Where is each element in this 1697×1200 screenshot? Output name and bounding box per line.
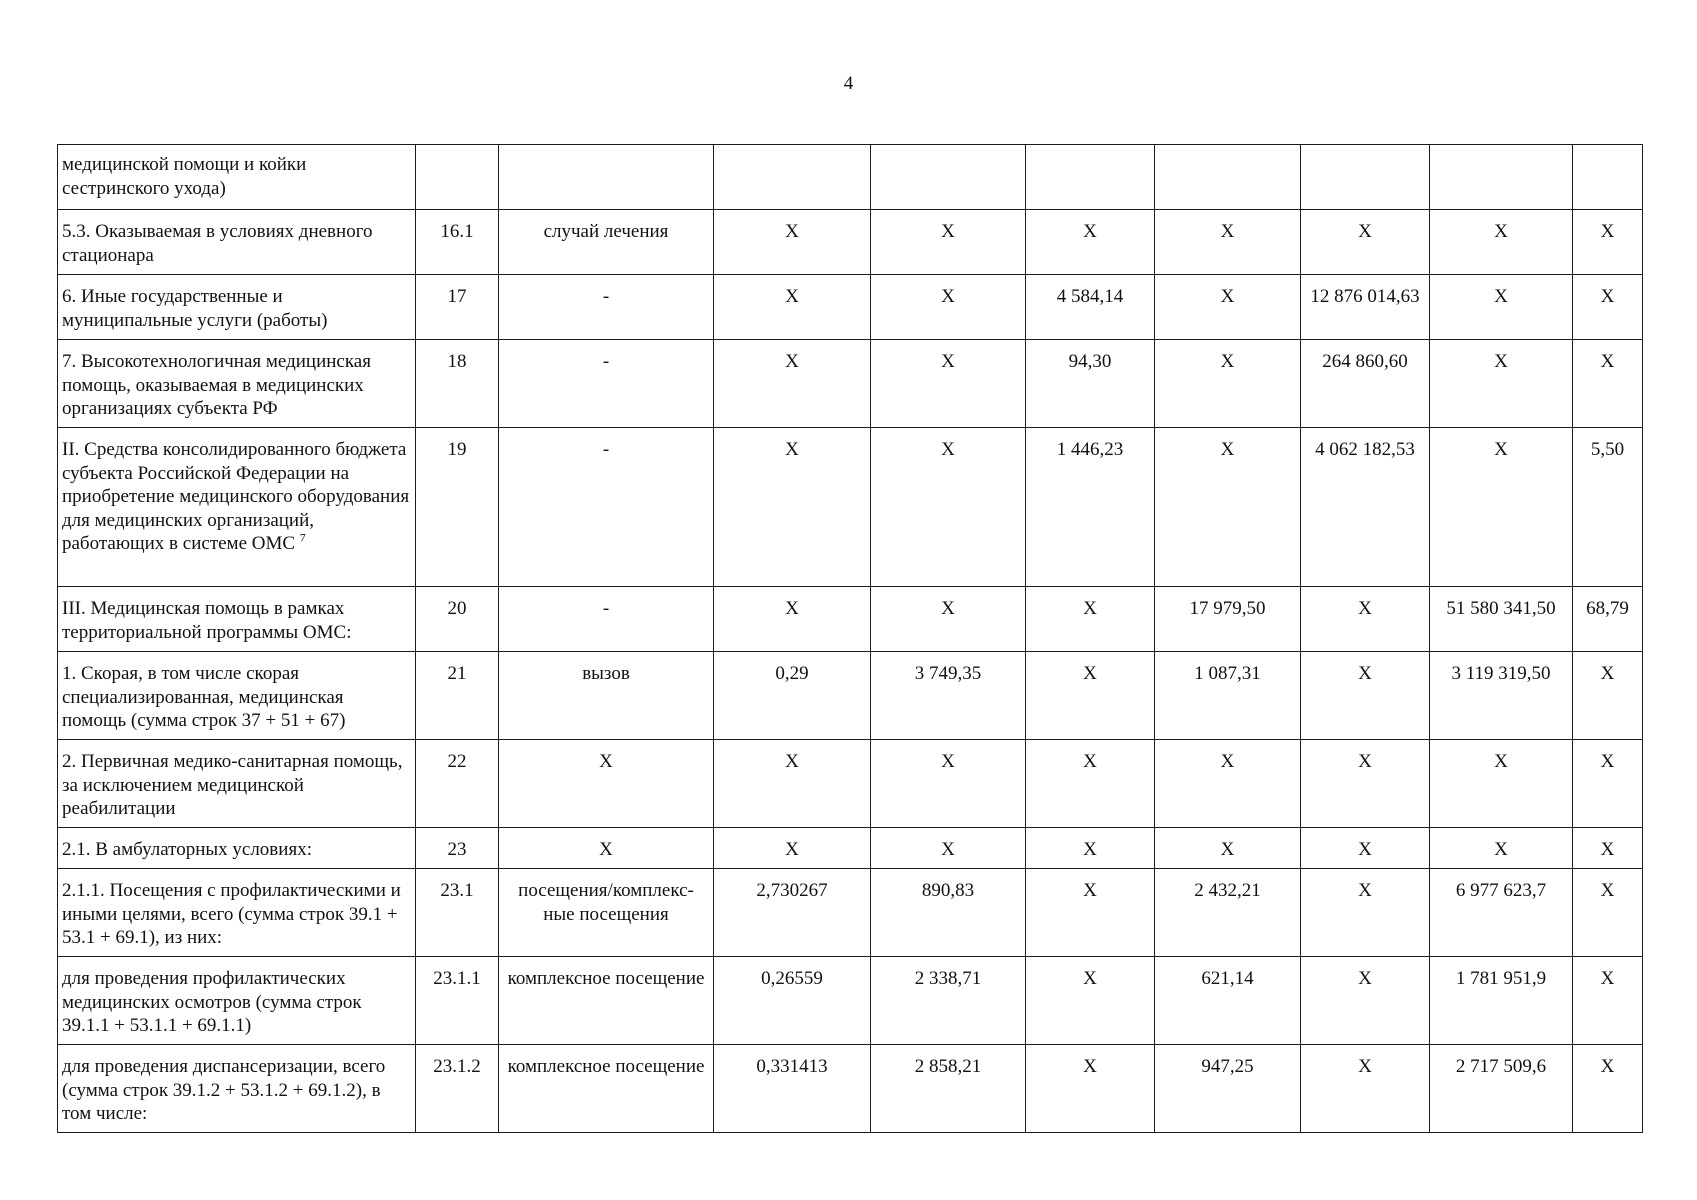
cell-line-number: [416, 210, 499, 275]
cell-percent-text: X: [1600, 221, 1615, 242]
cell-cost-budget: [1301, 587, 1430, 652]
cell-per-capita-budget-text: X: [1083, 880, 1097, 901]
cell-volume-norm: [714, 340, 871, 428]
cell-cost-oms: [1430, 869, 1573, 957]
cell-percent: [1573, 740, 1643, 828]
footnote-marker: 7: [299, 530, 306, 545]
cell-name-text: для проведения профилактических медицинских осмотров (сумма строк 39.1.1 + 53.1.1 + 69.1.1): [62, 968, 362, 1036]
cell-per-capita-budget-text: X: [1083, 968, 1097, 989]
cell-cost-norm: [871, 275, 1026, 340]
cell-percent-text: 5,50: [1590, 439, 1625, 460]
cell-volume-norm-text: 2,730267: [756, 880, 828, 901]
cell-cost-oms-text: X: [1494, 439, 1508, 460]
cell-unit-text: комплексное посещение: [507, 1056, 705, 1077]
cell-cost-oms-text: X: [1494, 751, 1508, 772]
cell-cost-norm: [871, 957, 1026, 1045]
cell-cost-norm-text: X: [941, 439, 955, 460]
cell-cost-norm: [871, 210, 1026, 275]
cell-per-capita-oms-text: 17 979,50: [1189, 598, 1266, 619]
cell-unit-text: случай лечения: [543, 221, 669, 242]
cell-name: [58, 957, 416, 1045]
cell-line-number: [416, 957, 499, 1045]
cell-percent: [1573, 1045, 1643, 1133]
cell-cost-norm-text: 2 858,21: [914, 1056, 982, 1077]
cell-cost-oms: [1430, 428, 1573, 587]
table-row: [58, 869, 1643, 957]
cell-cost-norm: [871, 869, 1026, 957]
cell-per-capita-budget-text: 94,30: [1068, 351, 1112, 372]
cell-unit-text: -: [602, 351, 610, 372]
cell-line-number-text: 16.1: [440, 221, 474, 242]
cell-per-capita-oms: [1155, 1045, 1301, 1133]
cell-cost-norm: [871, 145, 1026, 210]
table-row: [58, 428, 1643, 587]
cell-line-number-text: 18: [447, 351, 467, 372]
cell-line-number-text: 21: [447, 663, 467, 684]
cell-volume-norm: [714, 957, 871, 1045]
cell-unit-text: вызов: [582, 663, 630, 684]
cell-name: [58, 145, 416, 210]
cell-line-number-text: 20: [447, 598, 467, 619]
table-row: [58, 145, 1643, 210]
cell-volume-norm-text: 0,26559: [761, 968, 823, 989]
cell-volume-norm: [714, 428, 871, 587]
cell-volume-norm-text: X: [785, 839, 799, 860]
cell-per-capita-budget-text: X: [1083, 839, 1097, 860]
cell-per-capita-oms: [1155, 869, 1301, 957]
cell-name-text: 2.1. В амбулаторных условиях:: [62, 839, 312, 860]
cell-unit-text: -: [602, 286, 610, 307]
cell-per-capita-budget: [1026, 652, 1155, 740]
cell-per-capita-oms-text: X: [1220, 439, 1235, 460]
cell-line-number-text: 23.1: [440, 880, 474, 901]
cell-per-capita-oms: [1155, 428, 1301, 587]
cell-cost-oms: [1430, 740, 1573, 828]
cell-cost-budget: [1301, 428, 1430, 587]
cell-unit: [499, 428, 714, 587]
cell-percent-text: X: [1600, 880, 1615, 901]
cell-percent-text: X: [1600, 968, 1615, 989]
cell-name: [58, 275, 416, 340]
cell-volume-norm-text: 0,331413: [756, 1056, 828, 1077]
cell-cost-budget: [1301, 828, 1430, 869]
cell-line-number-text: 23.1.2: [433, 1056, 481, 1077]
cell-cost-budget: [1301, 340, 1430, 428]
cell-volume-norm-text: X: [785, 351, 799, 372]
cell-line-number: [416, 275, 499, 340]
cell-unit: [499, 1045, 714, 1133]
cell-unit: [499, 652, 714, 740]
cell-cost-budget: [1301, 145, 1430, 210]
cell-per-capita-oms-text: X: [1220, 751, 1235, 772]
cell-unit: [499, 145, 714, 210]
cell-unit-text: X: [599, 839, 613, 860]
cell-cost-budget-text: X: [1358, 839, 1372, 860]
cell-cost-norm: [871, 340, 1026, 428]
cell-cost-norm-text: X: [941, 839, 955, 860]
table-row: [58, 587, 1643, 652]
cell-cost-oms-text: X: [1494, 221, 1508, 242]
cell-cost-oms: [1430, 1045, 1573, 1133]
cell-cost-oms-text: X: [1494, 351, 1508, 372]
cell-cost-budget-text: 4 062 182,53: [1315, 439, 1415, 460]
cell-per-capita-oms: [1155, 587, 1301, 652]
cell-unit: [499, 210, 714, 275]
cell-unit: [499, 869, 714, 957]
cell-volume-norm: [714, 1045, 871, 1133]
cell-percent: [1573, 652, 1643, 740]
table-row: [58, 340, 1643, 428]
cell-cost-oms: [1430, 652, 1573, 740]
cell-cost-budget: [1301, 740, 1430, 828]
cell-per-capita-oms: [1155, 145, 1301, 210]
cell-cost-norm: [871, 740, 1026, 828]
data-table: [57, 144, 1643, 1133]
cell-per-capita-oms: [1155, 957, 1301, 1045]
cell-per-capita-budget: [1026, 428, 1155, 587]
cell-per-capita-budget: [1026, 587, 1155, 652]
cell-name: [58, 587, 416, 652]
cell-cost-norm-text: X: [941, 751, 955, 772]
cell-percent-text: 68,79: [1586, 598, 1629, 619]
cell-volume-norm: [714, 275, 871, 340]
cell-volume-norm-text: X: [785, 221, 799, 242]
cell-cost-budget-text: X: [1358, 880, 1372, 901]
table-row: [58, 275, 1643, 340]
cell-volume-norm: [714, 210, 871, 275]
cell-line-number: [416, 1045, 499, 1133]
cell-name: [58, 210, 416, 275]
cell-per-capita-oms-text: 621,14: [1201, 968, 1254, 989]
cell-per-capita-budget: [1026, 340, 1155, 428]
cell-cost-budget-text: X: [1358, 221, 1372, 242]
cell-cost-oms-text: 2 717 509,6: [1455, 1056, 1547, 1077]
cell-unit: [499, 275, 714, 340]
cell-per-capita-budget-text: X: [1083, 663, 1097, 684]
cell-volume-norm: [714, 652, 871, 740]
cell-name-text: III. Медицинская помощь в рамках территориальной программы ОМС:: [62, 598, 352, 643]
cell-name: [58, 428, 416, 587]
cell-cost-oms: [1430, 957, 1573, 1045]
cell-line-number-text: 23.1.1: [433, 968, 481, 989]
cell-per-capita-oms-text: X: [1220, 839, 1235, 860]
cell-cost-oms: [1430, 145, 1573, 210]
cell-percent: [1573, 145, 1643, 210]
cell-line-number: [416, 828, 499, 869]
cell-per-capita-oms: [1155, 652, 1301, 740]
cell-cost-budget: [1301, 652, 1430, 740]
cell-percent-text: X: [1600, 351, 1615, 372]
cell-cost-norm-text: X: [941, 351, 955, 372]
table-row: [58, 957, 1643, 1045]
cell-per-capita-budget-text: X: [1083, 598, 1097, 619]
cell-unit-text: посещения/комплекс-ные посещения: [518, 880, 694, 925]
cell-per-capita-oms-text: X: [1220, 351, 1235, 372]
cell-per-capita-budget: [1026, 145, 1155, 210]
cell-name: [58, 869, 416, 957]
table-body: [58, 145, 1643, 1133]
cell-per-capita-budget: [1026, 828, 1155, 869]
cell-percent: [1573, 869, 1643, 957]
cell-per-capita-oms: [1155, 828, 1301, 869]
cell-cost-norm-text: X: [941, 598, 955, 619]
cell-volume-norm: [714, 587, 871, 652]
cell-per-capita-oms: [1155, 740, 1301, 828]
cell-line-number-text: 23: [447, 839, 467, 860]
table-row: [58, 828, 1643, 869]
cell-percent: [1573, 587, 1643, 652]
cell-volume-norm: [714, 740, 871, 828]
cell-cost-oms-text: X: [1494, 839, 1508, 860]
cell-cost-norm: [871, 1045, 1026, 1133]
table-row: [58, 210, 1643, 275]
cell-cost-budget-text: X: [1358, 1056, 1372, 1077]
cell-unit: [499, 828, 714, 869]
cell-per-capita-budget-text: 1 446,23: [1056, 439, 1124, 460]
cell-cost-budget: [1301, 957, 1430, 1045]
cell-cost-norm: [871, 428, 1026, 587]
cell-volume-norm: [714, 828, 871, 869]
cell-per-capita-budget: [1026, 1045, 1155, 1133]
cell-unit: [499, 587, 714, 652]
cell-cost-oms: [1430, 828, 1573, 869]
cell-per-capita-budget: [1026, 869, 1155, 957]
cell-per-capita-oms-text: X: [1220, 221, 1235, 242]
cell-cost-norm-text: 2 338,71: [914, 968, 982, 989]
cell-percent: [1573, 957, 1643, 1045]
cell-line-number: [416, 428, 499, 587]
cell-per-capita-budget-text: 4 584,14: [1056, 286, 1124, 307]
cell-cost-budget-text: X: [1358, 663, 1372, 684]
cell-cost-budget-text: X: [1358, 968, 1372, 989]
cell-line-number: [416, 340, 499, 428]
cell-unit: [499, 340, 714, 428]
cell-name-text: 2. Первичная медико-санитарная помощь, за исключением медицинской реабилитации: [62, 751, 403, 819]
cell-line-number: [416, 587, 499, 652]
cell-per-capita-oms-text: X: [1220, 286, 1235, 307]
cell-per-capita-budget-text: X: [1083, 751, 1097, 772]
cell-cost-budget: [1301, 869, 1430, 957]
page-number: 4: [843, 73, 854, 94]
cell-name-text: 6. Иные государственные и муниципальные услуги (работы): [62, 286, 328, 331]
cell-percent: [1573, 275, 1643, 340]
cell-name-text: II. Средства консолидированного бюджета субъекта Российской Федерации на приобретение медицинского оборудования для медицинских организаций, работающих в системе ОМС: [62, 439, 410, 554]
cell-volume-norm-text: X: [785, 286, 799, 307]
cell-cost-oms: [1430, 340, 1573, 428]
cell-cost-budget: [1301, 210, 1430, 275]
cell-name-text: 1. Скорая, в том числе скорая специализированная, медицинская помощь (сумма строк 37 + 51 + 67): [62, 663, 346, 731]
cell-name: [58, 740, 416, 828]
cell-line-number: [416, 652, 499, 740]
cell-name-text: 2.1.1. Посещения с профилактическими и иными целями, всего (сумма строк 39.1 + 53.1 + 69.1), из них:: [62, 880, 401, 948]
cell-cost-norm-text: 3 749,35: [914, 663, 982, 684]
cell-unit: [499, 740, 714, 828]
cell-name: [58, 652, 416, 740]
cell-unit-text: -: [602, 598, 610, 619]
cell-per-capita-oms-text: 2 432,21: [1194, 880, 1261, 901]
cell-per-capita-budget: [1026, 210, 1155, 275]
cell-cost-norm: [871, 828, 1026, 869]
cell-per-capita-budget: [1026, 275, 1155, 340]
cell-percent: [1573, 428, 1643, 587]
cell-volume-norm-text: X: [785, 439, 799, 460]
cell-volume-norm-text: X: [785, 598, 799, 619]
cell-volume-norm: [714, 145, 871, 210]
cell-volume-norm-text: 0,29: [775, 663, 809, 684]
cell-unit-text: X: [599, 751, 613, 772]
cell-per-capita-oms: [1155, 210, 1301, 275]
cell-cost-budget-text: X: [1358, 751, 1372, 772]
table-row: [58, 740, 1643, 828]
cell-cost-budget: [1301, 275, 1430, 340]
cell-cost-oms-text: 3 119 319,50: [1451, 663, 1551, 684]
cell-cost-budget-text: 12 876 014,63: [1310, 286, 1420, 307]
cell-percent: [1573, 828, 1643, 869]
cell-cost-norm-text: X: [941, 221, 955, 242]
cell-cost-oms: [1430, 275, 1573, 340]
cell-cost-oms: [1430, 210, 1573, 275]
cell-name-text: 7. Высокотехнологичная медицинская помощь, оказываемая в медицинских организациях субъекта РФ: [62, 351, 371, 419]
cell-unit-text: комплексное посещение: [507, 968, 705, 989]
cell-per-capita-oms-text: 947,25: [1201, 1056, 1254, 1077]
cell-unit: [499, 957, 714, 1045]
cell-cost-budget-text: X: [1358, 598, 1372, 619]
cell-percent-text: X: [1600, 751, 1615, 772]
table-row: [58, 1045, 1643, 1133]
cell-name: [58, 340, 416, 428]
cell-cost-oms-text: 6 977 623,7: [1455, 880, 1547, 901]
cell-percent: [1573, 210, 1643, 275]
cell-name-text: для проведения диспансеризации, всего (сумма строк 39.1.2 + 53.1.2 + 69.1.2), в том числе:: [62, 1056, 386, 1124]
cell-cost-norm: [871, 652, 1026, 740]
cell-cost-budget-text: 264 860,60: [1322, 351, 1408, 372]
cell-per-capita-budget: [1026, 957, 1155, 1045]
cell-cost-oms: [1430, 587, 1573, 652]
cell-percent-text: X: [1600, 663, 1615, 684]
cell-percent-text: X: [1600, 839, 1615, 860]
cell-per-capita-oms-text: 1 087,31: [1194, 663, 1261, 684]
cell-cost-oms-text: X: [1494, 286, 1508, 307]
cell-line-number-text: 22: [447, 751, 467, 772]
cell-per-capita-budget-text: X: [1083, 1056, 1097, 1077]
cell-cost-norm-text: X: [941, 286, 955, 307]
cell-name: [58, 828, 416, 869]
table-row: [58, 652, 1643, 740]
cell-per-capita-budget: [1026, 740, 1155, 828]
cell-name: [58, 1045, 416, 1133]
cell-name-text: 5.3. Оказываемая в условиях дневного стационара: [62, 221, 373, 266]
cell-percent-text: X: [1600, 286, 1615, 307]
cell-cost-budget: [1301, 1045, 1430, 1133]
cell-line-number: [416, 145, 499, 210]
cell-line-number: [416, 869, 499, 957]
cell-percent: [1573, 340, 1643, 428]
cell-volume-norm-text: X: [785, 751, 799, 772]
cell-cost-oms-text: 1 781 951,9: [1455, 968, 1547, 989]
cell-line-number-text: 19: [447, 439, 467, 460]
cell-line-number-text: 17: [447, 286, 467, 307]
cell-cost-oms-text: 51 580 341,50: [1446, 598, 1556, 619]
cell-percent-text: X: [1600, 1056, 1615, 1077]
cell-unit-text: -: [602, 439, 610, 460]
cell-per-capita-oms: [1155, 340, 1301, 428]
cell-volume-norm: [714, 869, 871, 957]
cell-cost-norm-text: 890,83: [921, 880, 975, 901]
cell-cost-norm: [871, 587, 1026, 652]
cell-name-text: медицинской помощи и койки сестринского ухода): [62, 154, 307, 199]
cell-line-number: [416, 740, 499, 828]
cell-per-capita-budget-text: X: [1083, 221, 1097, 242]
cell-per-capita-oms: [1155, 275, 1301, 340]
